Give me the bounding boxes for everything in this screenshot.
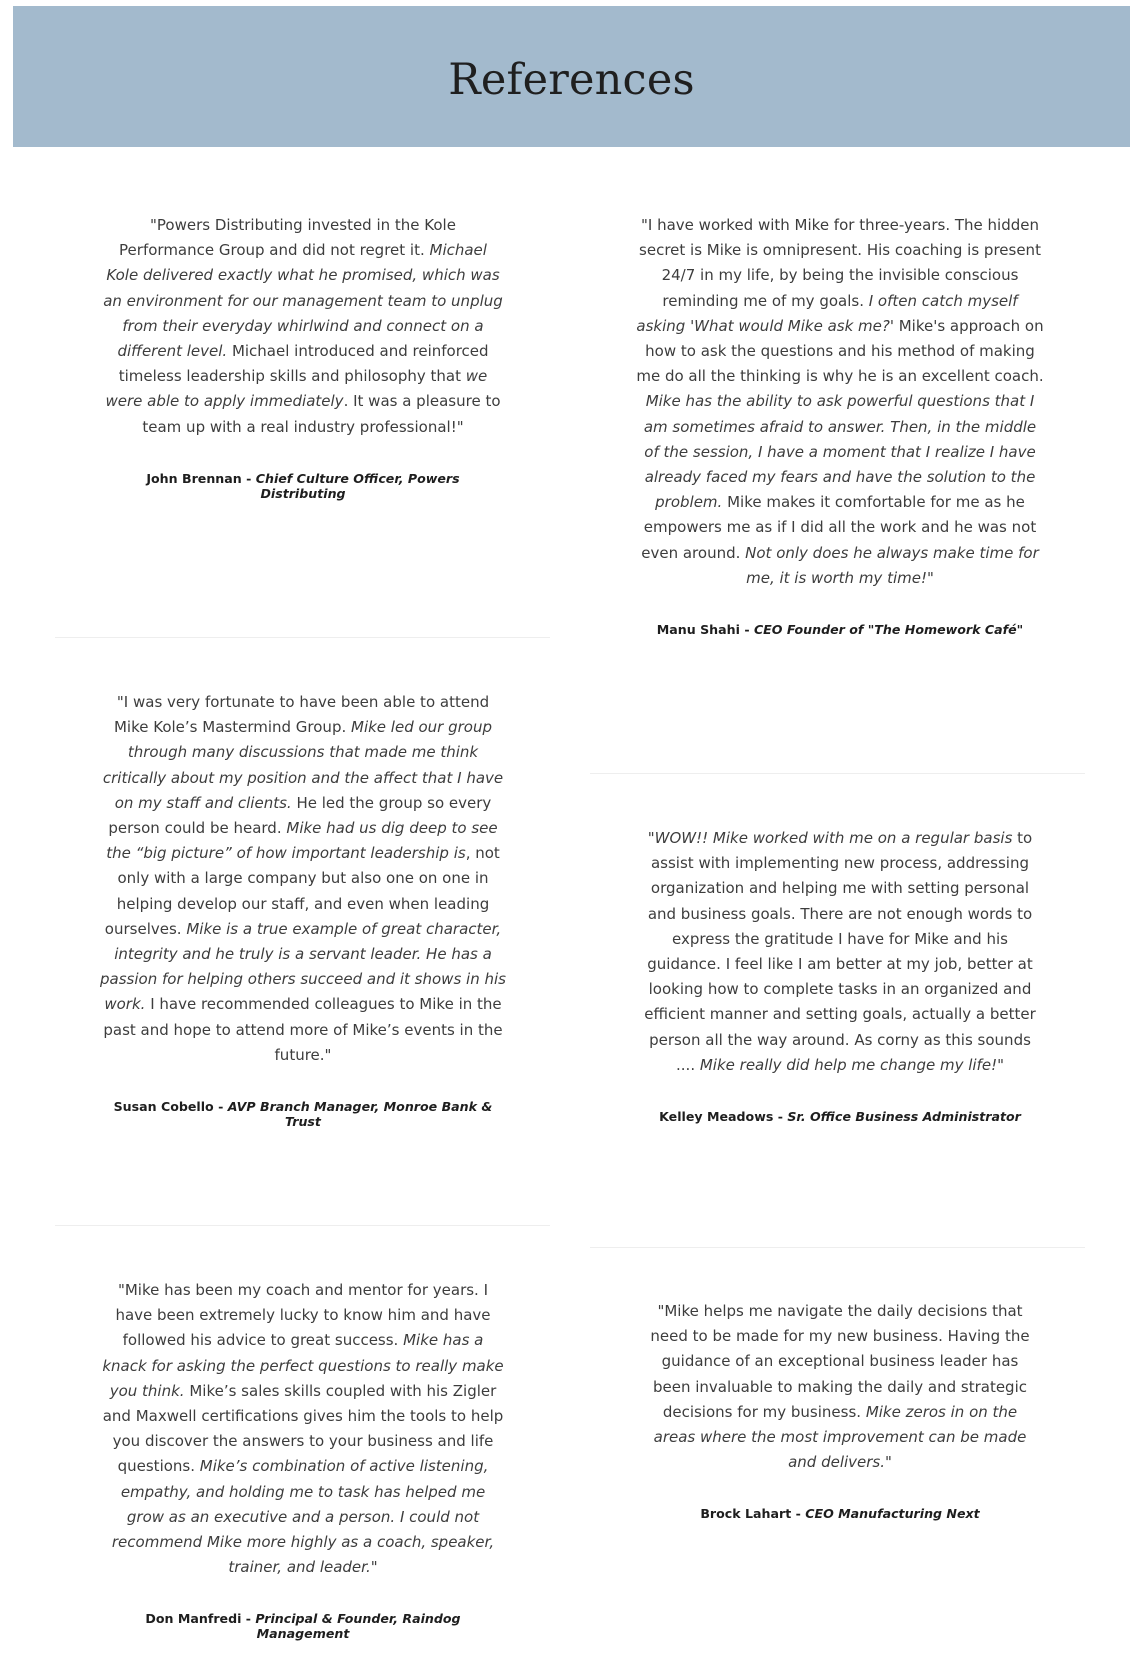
testimonial-attribution: Manu Shahi - CEO Founder of "The Homework Café" — [656, 622, 1024, 638]
testimonial-author: Susan Cobello — [113, 1099, 214, 1115]
testimonial-card — [102, 1278, 504, 1641]
quote-text: Michael introduced and reinforced timeless leadership skills and philosophy that — [118, 342, 489, 386]
divider — [590, 1247, 1085, 1248]
divider — [590, 773, 1085, 774]
quote-text: "Mike has been my coach and mentor for years. I have been extremely lucky to know him and have followed his advice to great success. — [115, 1281, 491, 1350]
testimonial-attribution: Don Manfredi - Principal & Founder, Raindog Management — [145, 1611, 461, 1642]
testimonial-attribution: Kelley Meadows - Sr. Office Business Administrator — [659, 1109, 1021, 1125]
testimonial-quote — [102, 1278, 504, 1580]
testimonial-attribution: Brock Lahart - CEO Manufacturing Next — [700, 1506, 980, 1522]
quote-emphasis: Michael Kole delivered exactly what he promised, which was an environment for our management team to unplug from their everyday whirlwind and connect on a different level. — [103, 241, 503, 361]
testimonial-card — [100, 690, 506, 1129]
quote-emphasis: I often catch myself asking 'What would Mike ask me?' — [636, 291, 1018, 335]
quote-emphasis: Mike zeros in on the areas where the most improvement can be made and delivers." — [653, 1402, 1027, 1472]
quote-emphasis: Not only does he always make time for me, it is worth my time!" — [745, 543, 1039, 587]
quote-text: He led the group so every person could be heard. — [108, 793, 492, 838]
quote-emphasis: "WOW!! Mike worked with me on a regular basis — [647, 829, 1013, 847]
testimonial-card — [102, 213, 504, 501]
quote-emphasis: Mike led our group through many discussions that made me think critically about my position and the affect that I have on my staff and clients. — [102, 718, 504, 812]
divider — [55, 1225, 550, 1226]
testimonial-role: Chief Culture Officer, Powers Distributing — [255, 470, 460, 501]
quote-emphasis: we were able to apply immediately — [105, 367, 488, 411]
testimonial-role: Principal & Founder, Raindog Management — [255, 1611, 461, 1642]
testimonial-card — [636, 213, 1044, 637]
testimonial-quote — [100, 690, 506, 1068]
divider — [55, 637, 550, 638]
testimonial-role: CEO Founder of "The Homework Café" — [753, 622, 1024, 638]
header-banner — [13, 6, 1130, 147]
quote-text: Mike's approach on how to ask the questions and his method of making me do all the thinking is why he is an excellent coach. — [636, 316, 1044, 386]
quote-emphasis: Mike really did help me change my life!" — [699, 1055, 1004, 1074]
quote-text: "I have worked with Mike for three-years. The hidden secret is Mike is omnipresent. His coaching is present 24/7 in my life, by being the invisible conscious reminding me of my goals. — [639, 216, 1041, 310]
quote-text: , not only with a large company but also one on one in helping develop our staff, and even when leading ourselves. — [104, 844, 500, 938]
testimonial-card — [642, 1299, 1038, 1521]
testimonial-author: John Brennan — [146, 470, 242, 486]
testimonial-attribution: Susan Cobello - AVP Branch Manager, Monroe Bank & Trust — [113, 1099, 493, 1130]
testimonial-author: Don Manfredi — [145, 1611, 242, 1627]
page-title: References — [448, 55, 695, 105]
quote-text: to assist with implementing new process, addressing organization and helping me with setting personal and business goals. There are not enough words to express the gratitude I have for Mike and his guidance. I feel like I am better at my job, better at looking how to complete tasks in an organized and efficient manner and setting goals, actually a better person all the way around. As corny as this sounds .... — [644, 829, 1036, 1074]
testimonial-author: Kelley Meadows — [659, 1109, 774, 1125]
quote-emphasis: Mike’s combination of active listening, empathy, and holding me to task has helped me grow as an executive and a person. I could not recommend Mike more highly as a coach, speaker, trainer, and leader." — [111, 1457, 495, 1577]
quote-emphasis: Mike has a knack for asking the perfect questions to really make you think. — [102, 1331, 504, 1400]
testimonial-quote — [102, 213, 504, 440]
testimonial-quote — [642, 826, 1038, 1078]
testimonial-attribution: John Brennan - Chief Culture Officer, Powers Distributing — [146, 470, 460, 501]
testimonial-card — [642, 826, 1038, 1124]
quote-text: I have recommended colleagues to Mike in the past and hope to attend more of Mike’s events in the future." — [103, 995, 503, 1064]
quote-emphasis: Mike is a true example of great character, integrity and he truly is a servant leader. He has a passion for helping others succeed and it shows in his work. — [100, 919, 506, 1014]
quote-text: "Mike helps me navigate the daily decisions that need to be made for my new business. Having the guidance of an exceptional business leader has been invaluable to making the daily and strategic decisions for my business. — [650, 1302, 1030, 1421]
testimonial-role: Sr. Office Business Administrator — [787, 1109, 1021, 1125]
testimonial-role: CEO Manufacturing Next — [805, 1506, 980, 1522]
quote-text: "I was very fortunate to have been able to attend Mike Kole’s Mastermind Group. — [113, 693, 490, 737]
testimonial-role: AVP Branch Manager, Monroe Bank & Trust — [227, 1099, 493, 1130]
testimonial-quote — [642, 1299, 1038, 1475]
quote-text: "Powers Distributing invested in the Kole Performance Group and did not regret it. — [119, 216, 456, 260]
testimonial-quote — [636, 213, 1044, 591]
testimonial-author: Manu Shahi — [656, 622, 740, 638]
quote-emphasis: Mike has the ability to ask powerful questions that I am sometimes afraid to answer. Then, in the middle of the session, I have a moment that I realize I have already faced my fears and have the solution to the problem. — [643, 392, 1037, 512]
quote-text: . It was a pleasure to team up with a real industry professional!" — [142, 392, 501, 436]
quote-text: Mike’s sales skills coupled with his Zigler and Maxwell certifications gives him the tools to help you discover the answers to your business and life questions. — [102, 1381, 504, 1476]
testimonial-author: Brock Lahart — [700, 1506, 792, 1522]
quote-text: Mike makes it comfortable for me as he empowers me as if I did all the work and he was not even around. — [641, 493, 1037, 562]
quote-emphasis: Mike had us dig deep to see the “big picture” of how important leadership is — [106, 819, 498, 863]
